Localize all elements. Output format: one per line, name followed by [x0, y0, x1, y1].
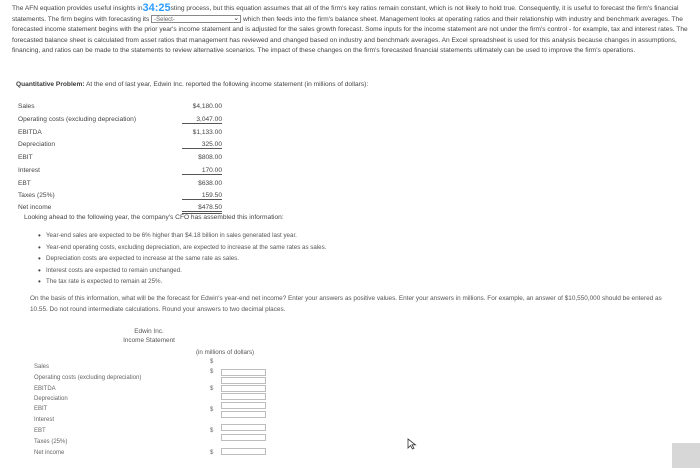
- is-label: Depreciation: [18, 141, 56, 148]
- forecast-row-label: EBITDA: [34, 386, 56, 392]
- quant-label: Quantitative Problem:: [16, 81, 85, 88]
- forecast-row-label: EBT: [34, 428, 46, 434]
- forecast-row-label: Interest: [34, 417, 55, 423]
- mouse-cursor-icon: [407, 438, 417, 450]
- is-value: 325.00: [182, 141, 222, 149]
- forecast-row-label: EBIT: [34, 406, 48, 412]
- timer-overlay: 34:25: [142, 2, 171, 14]
- is-value: 159.50: [182, 192, 222, 200]
- list-item: • Year-end operating costs, excluding depreciation, are expected to increase at the same rates as sales.: [38, 244, 326, 256]
- is-label: Taxes (25%): [18, 192, 55, 199]
- is-label: Operating costs (excluding depreciation): [18, 116, 137, 123]
- statement-title: Income Statement: [123, 337, 175, 344]
- currency-symbol: $: [210, 359, 214, 365]
- net-income-input[interactable]: [221, 448, 266, 455]
- is-label: Interest: [18, 167, 40, 174]
- forecast-header: [119, 327, 179, 345]
- list-item: • Year-end sales are expected to be 6% higher than $4.18 billion in sales generated last year.: [38, 232, 326, 244]
- intro-text-2: sting process, but this equation assumes that all of the firm's key ratios remain constant, which is not likely to hold true. Consequently, it is useful to forecast the firm's financial statements. The firm begins with forecasting its: [12, 5, 679, 23]
- row-dollar: $: [210, 428, 214, 434]
- lookahead-text: Looking ahead to the following year, the company's CFO has assembled this information:: [24, 214, 284, 221]
- forecast-row-label: Operating costs (excluding depreciation): [34, 375, 142, 381]
- operating-costs-input[interactable]: [221, 377, 266, 384]
- row-dollar: $: [210, 450, 214, 456]
- interest-input[interactable]: [221, 411, 266, 418]
- ebitda-input[interactable]: [221, 385, 266, 392]
- is-label: Sales: [18, 103, 35, 110]
- taxes-input[interactable]: [221, 434, 266, 441]
- forecast-row-label: Net income: [34, 450, 65, 456]
- is-value: $1,133.00: [192, 129, 222, 136]
- is-value: $4,180.00: [192, 103, 222, 110]
- list-item: • Depreciation costs are expected to increase at the same rate as sales.: [38, 255, 326, 267]
- question-text: On the basis of this information, what will be the forecast for Edwin's year-end net income? Enter your answers as positive values. Enter your answers in millions. For example, an answer of $10,550,000 should be entered as 10.55. Do not round intermediate calculations. Round your answers to two decimal places.: [30, 295, 662, 313]
- quant-text: At the end of last year, Edwin Inc. reported the following income statement (in millions of dollars):: [85, 81, 369, 88]
- chevron-down-icon: ⌄: [233, 14, 240, 22]
- forecast-select[interactable]: [151, 15, 241, 23]
- row-dollar: $: [210, 386, 214, 392]
- company-name: Edwin Inc.: [134, 328, 164, 335]
- forecast-row-label: Depreciation: [34, 396, 68, 402]
- is-value: $808.00: [198, 154, 222, 161]
- is-label: EBT: [18, 180, 31, 187]
- row-dollar: $: [210, 407, 214, 413]
- is-value: $478.50: [182, 204, 222, 214]
- assumption-list: [38, 232, 326, 290]
- ebt-input[interactable]: [221, 424, 266, 431]
- list-item: • Interest costs are expected to remain unchanged.: [38, 267, 326, 279]
- ebit-input[interactable]: [221, 402, 266, 409]
- is-label: Net income: [18, 204, 52, 211]
- is-value: 3,047.00: [182, 116, 222, 124]
- forecast-row-label: Sales: [34, 364, 50, 370]
- row-dollar: $: [210, 369, 214, 375]
- forecast-row-label: Taxes (25%): [34, 439, 68, 445]
- forecast-select-value: -Select-: [154, 16, 175, 23]
- intro-text-3: which then feeds into the firm's balance sheet. Management looks at operating ratios and their relationship with industry and benchmark averages. The forecasted income statement begins with the prior year's income statement and is adjusted for the sales growth forecast. Some inputs for the income statement are not under the firm's control - for example, tax and interest rates. The forecasted balance sheet is calculated from asset ratios that management has reviewed and changed based on industry and benchmark averages. An Excel spreadsheet is used for this analysis because changes in assumptions, financing, and ratios can be made to the statements to review alternative scenarios. The impact of these changes on the firm's forecasted financial statements ultimately can be used to improve the firm's operations.: [12, 15, 688, 55]
- is-label: EBITDA: [18, 129, 42, 136]
- window-edge: [672, 443, 700, 468]
- intro-text-1: The AFN equation provides useful insights in: [12, 5, 143, 12]
- is-label: EBIT: [18, 154, 33, 161]
- is-value: $638.00: [198, 180, 222, 187]
- units-label: (in millions of dollars): [196, 349, 255, 356]
- list-item: • The tax rate is expected to remain at 25%.: [38, 278, 326, 290]
- quantitative-problem: [16, 81, 368, 88]
- depreciation-input[interactable]: [221, 393, 266, 400]
- intro-paragraph: [12, 2, 688, 57]
- is-value: 170.00: [182, 167, 222, 175]
- sales-input[interactable]: [221, 369, 266, 376]
